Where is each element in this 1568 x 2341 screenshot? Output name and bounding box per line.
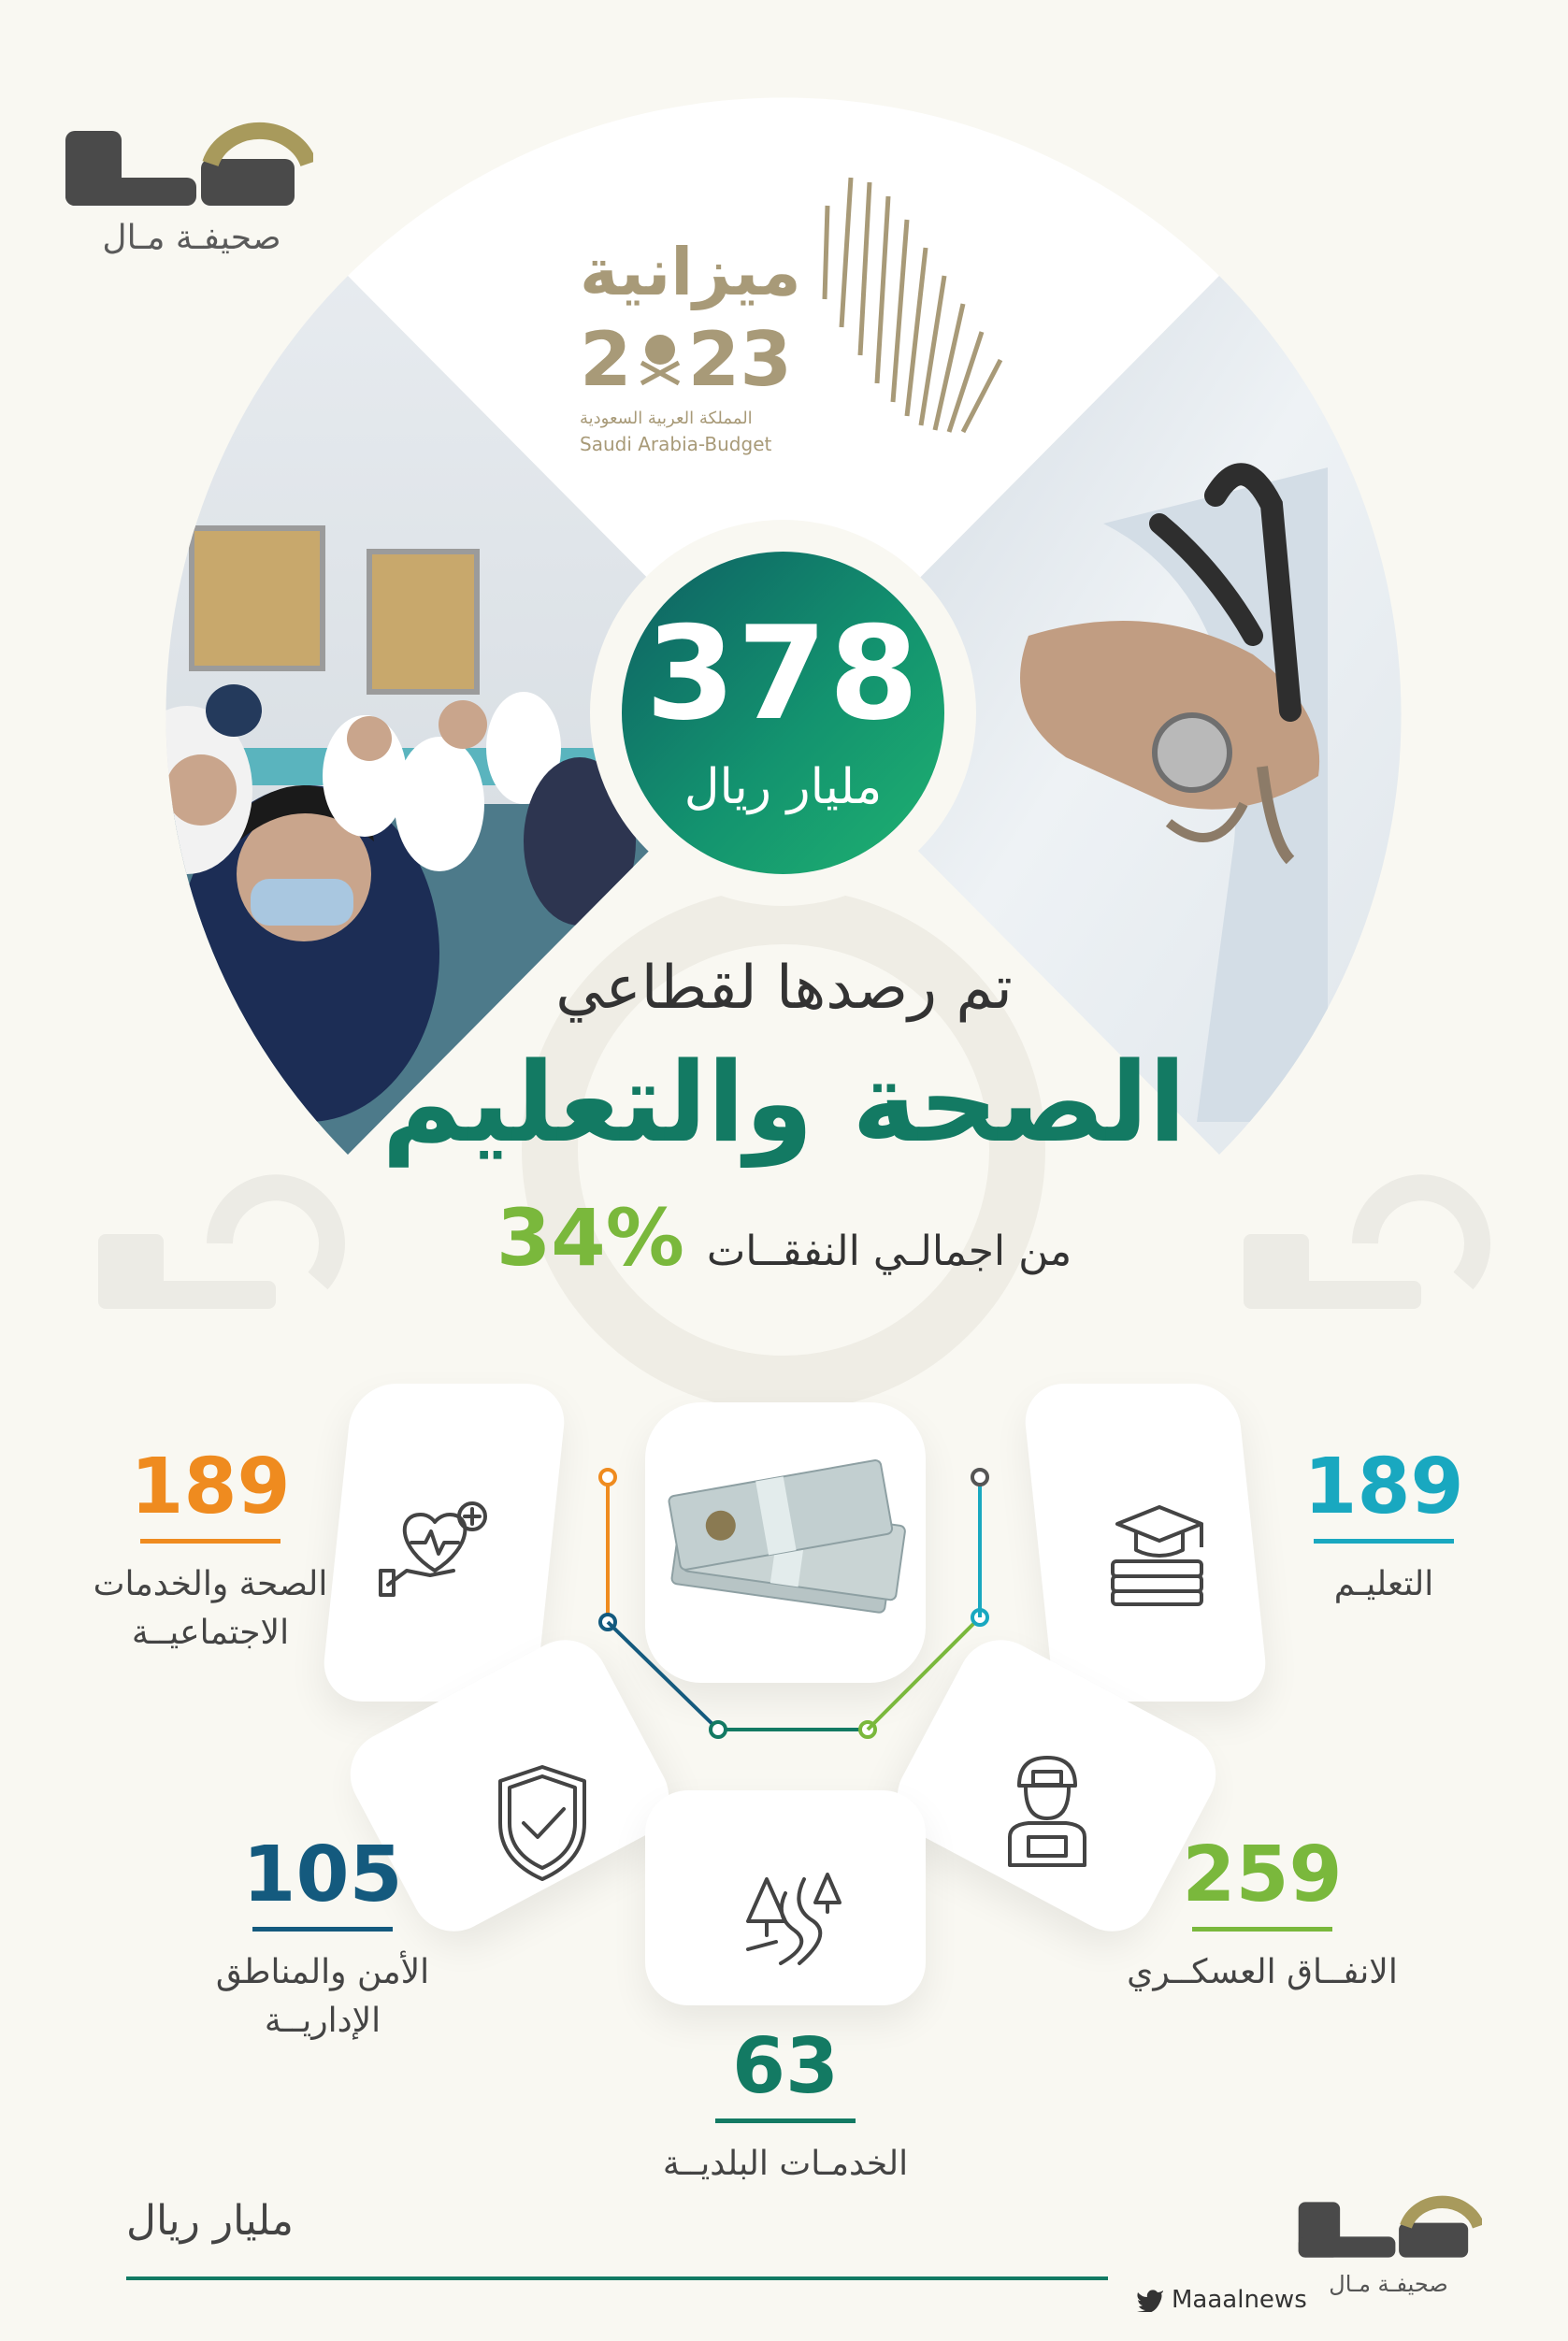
mal-logo-footer-caption: صحيفـة مـال bbox=[1329, 2271, 1448, 2297]
stat-security-value: 105 bbox=[242, 1831, 403, 1919]
mal-logo-top bbox=[61, 122, 313, 257]
percent-row bbox=[0, 1192, 1568, 1284]
stat-military bbox=[1099, 1831, 1426, 1997]
stat-health-underline bbox=[140, 1539, 281, 1544]
stat-security-label-1: الأمن والمناطق bbox=[215, 1953, 430, 1991]
stat-military-value: 259 bbox=[1182, 1831, 1343, 1919]
budget-year bbox=[580, 316, 792, 403]
stat-military-underline bbox=[1192, 1927, 1332, 1932]
total-amount-unit: مليار ريال bbox=[683, 759, 883, 815]
footer-unit: مليار ريال bbox=[126, 2197, 294, 2245]
footer-handle: Maaalnews bbox=[1172, 2286, 1307, 2314]
stat-education-value: 189 bbox=[1303, 1443, 1464, 1531]
twitter-icon bbox=[1136, 2288, 1164, 2312]
budget-year-right: 23 bbox=[687, 316, 792, 403]
stat-security-label-2: الإداريــة bbox=[264, 2002, 381, 2041]
road-trees-icon bbox=[739, 1856, 851, 1968]
heart-care-icon bbox=[379, 1496, 500, 1599]
stat-security-underline bbox=[252, 1927, 393, 1932]
footer-divider bbox=[126, 2276, 1108, 2280]
footer-social[interactable] bbox=[1136, 2286, 1307, 2314]
headline-sectors: الصحة والتعليم bbox=[381, 1038, 1187, 1167]
budget-year-left: 2 bbox=[580, 316, 632, 403]
budget-logo bbox=[570, 168, 1038, 467]
shield-check-icon bbox=[491, 1762, 594, 1884]
stat-education bbox=[1290, 1443, 1477, 1609]
soldier-icon bbox=[996, 1748, 1099, 1870]
stat-education-label: التعليـم bbox=[1333, 1565, 1434, 1603]
stat-municipal bbox=[636, 2022, 935, 2189]
stat-education-underline bbox=[1314, 1539, 1454, 1544]
percent-caption: من اجمالـي النفقــات bbox=[706, 1228, 1072, 1275]
mal-logo-footer-mark bbox=[1295, 2192, 1482, 2267]
stat-health-label-2: الاجتماعيــة bbox=[131, 1614, 290, 1653]
headline-intro: تم رصدها لقطاعي bbox=[555, 954, 1013, 1023]
graduation-books-icon bbox=[1103, 1496, 1216, 1608]
mal-logo-mark bbox=[61, 122, 313, 215]
stat-security bbox=[187, 1831, 458, 2046]
saudi-emblem-icon bbox=[632, 327, 688, 393]
mal-logo-footer bbox=[1295, 2192, 1496, 2314]
banknotes-icon bbox=[659, 1458, 912, 1627]
stat-health-value: 189 bbox=[130, 1443, 291, 1531]
stat-municipal-label: الخدمـات البلديــة bbox=[662, 2145, 909, 2183]
percent-value: 34% bbox=[496, 1192, 684, 1284]
budget-country-en: Saudi Arabia-Budget bbox=[580, 433, 772, 455]
stat-health bbox=[65, 1443, 355, 1658]
total-amount: 378 bbox=[645, 598, 921, 749]
budget-country-ar: المملكة العربية السعودية bbox=[580, 409, 753, 428]
total-amount-badge bbox=[622, 552, 944, 874]
stat-health-label-1: الصحة والخدمات bbox=[93, 1565, 328, 1603]
stat-military-label: الانفــاق العسكــري bbox=[1127, 1953, 1398, 1991]
mal-logo-caption: صحيفـة مـال bbox=[102, 219, 281, 257]
stat-municipal-underline bbox=[715, 2118, 856, 2123]
stat-municipal-value: 63 bbox=[731, 2022, 840, 2111]
budget-title: ميزانية bbox=[580, 234, 801, 310]
